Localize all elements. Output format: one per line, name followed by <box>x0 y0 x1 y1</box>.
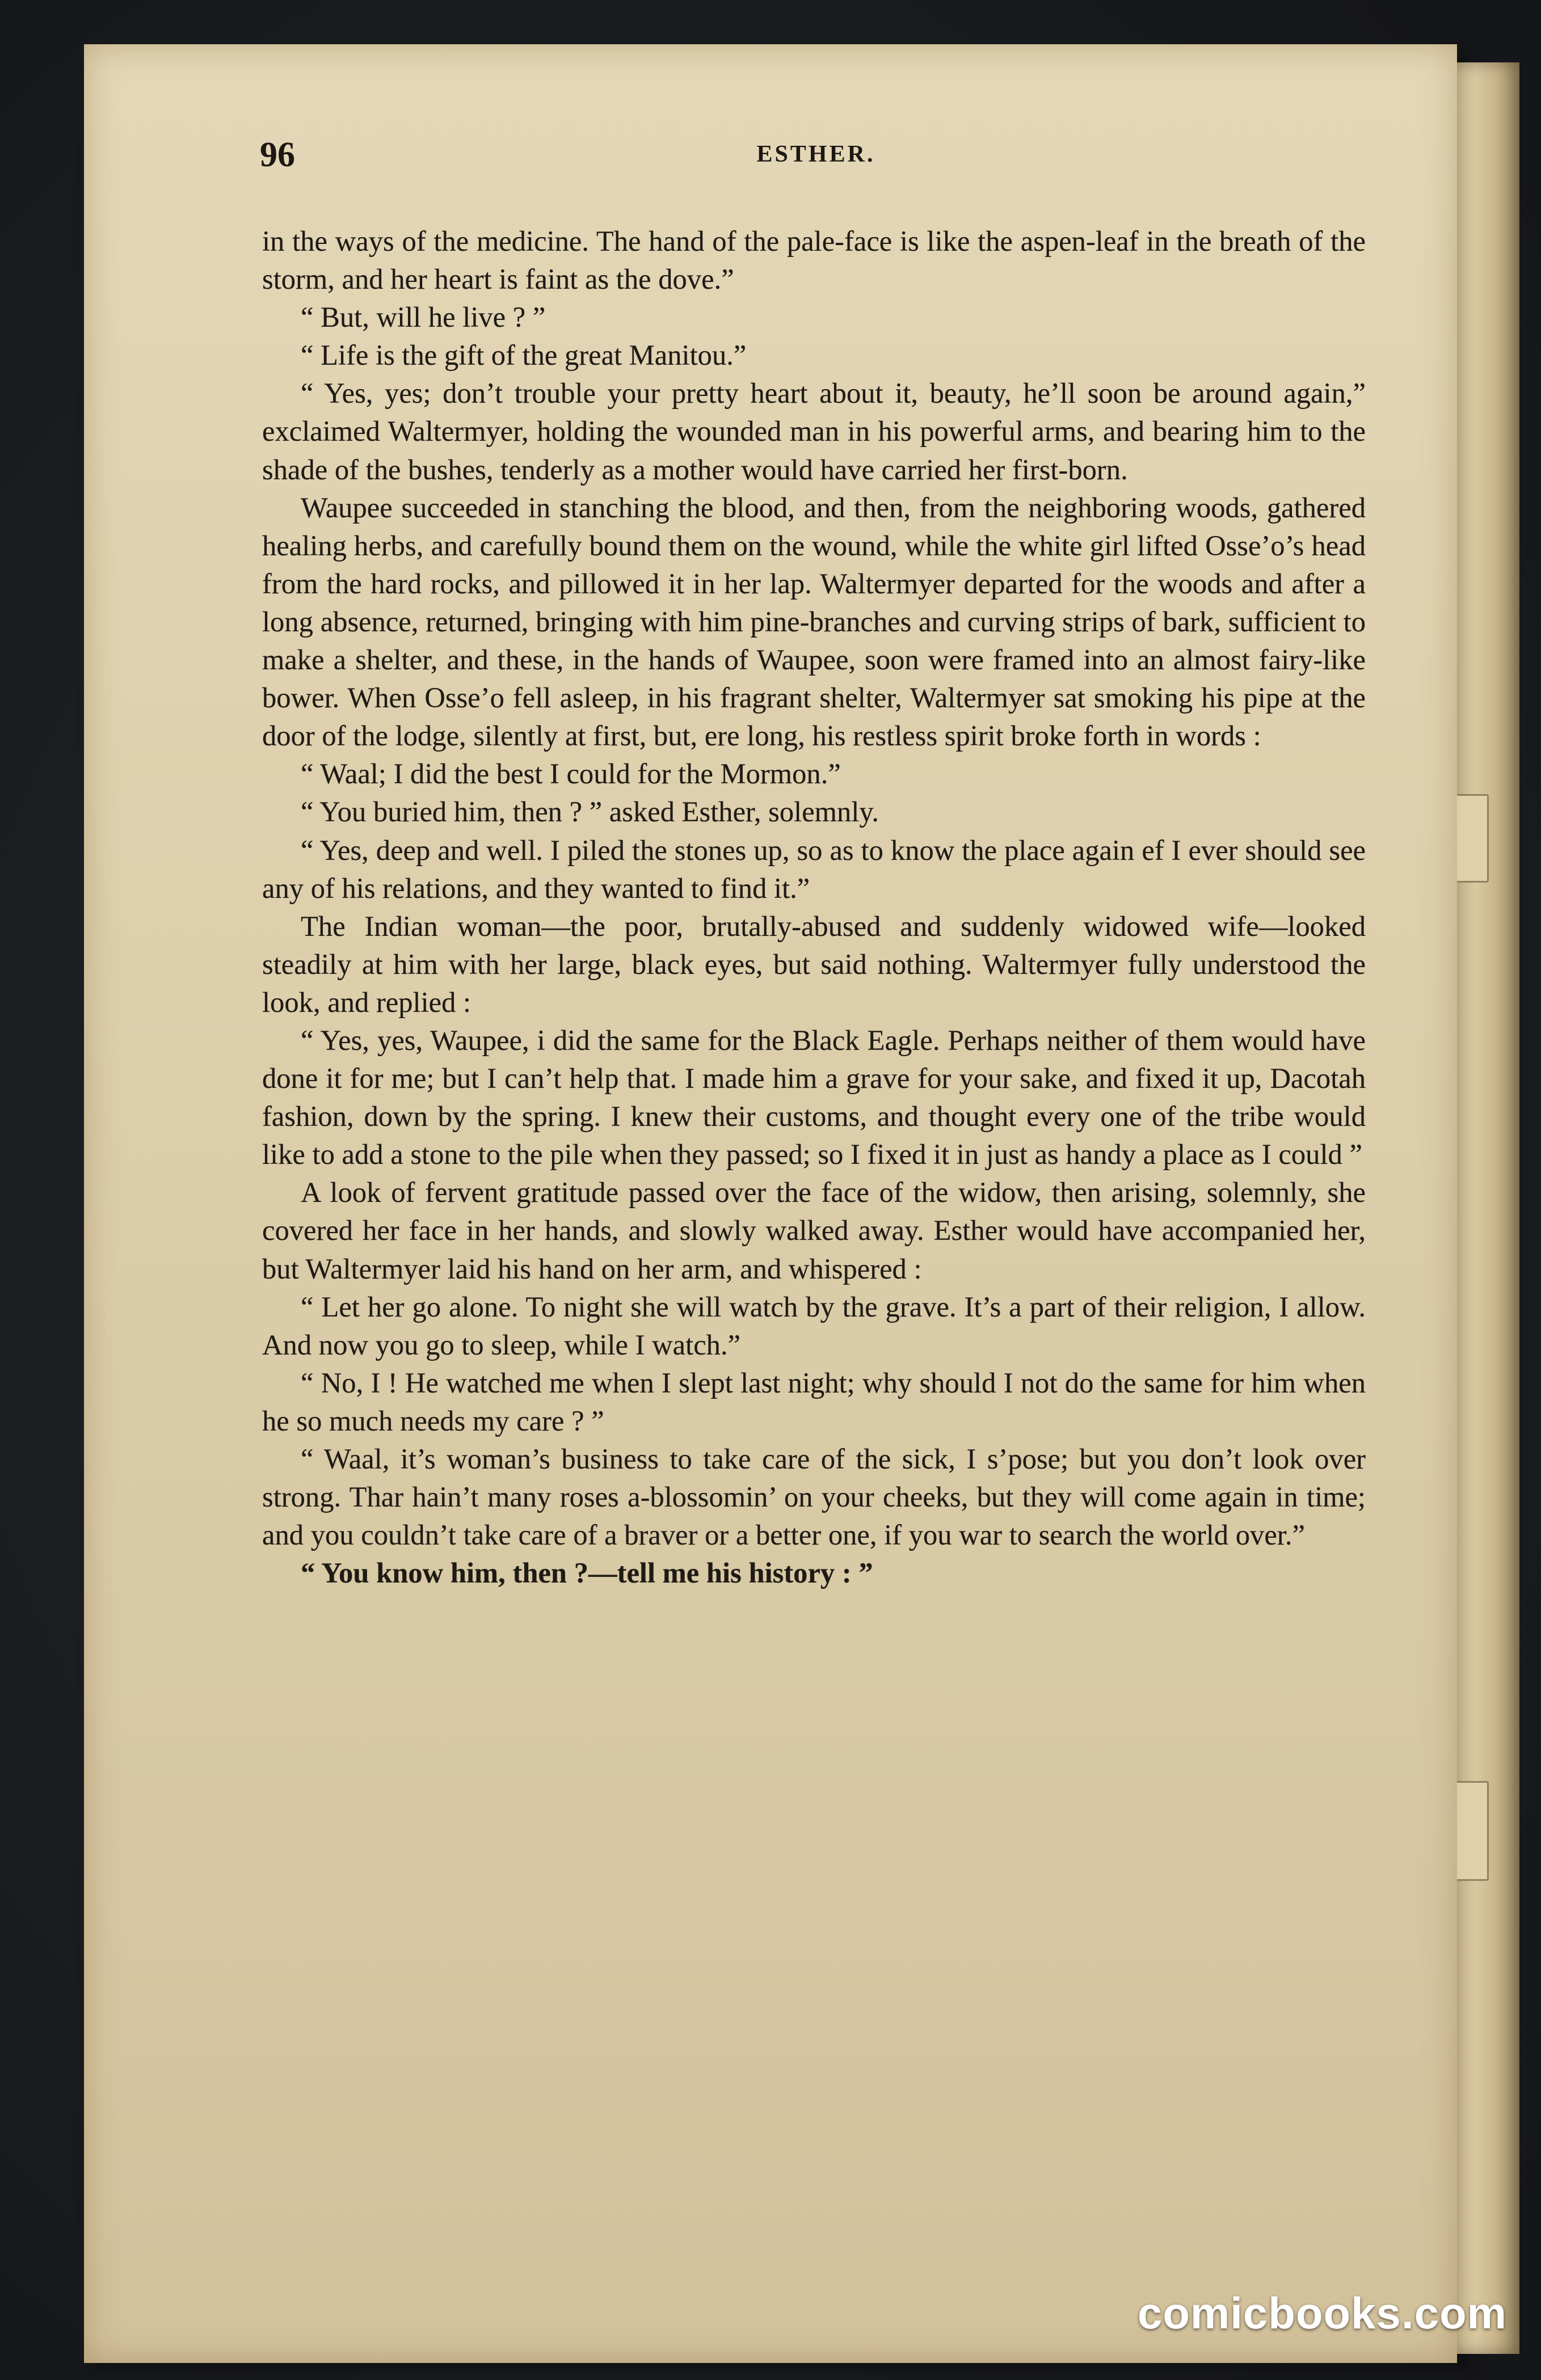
paragraph: “ Life is the gift of the great Manitou.” <box>301 339 747 372</box>
paragraph: “ Let her go alone. To night she will watch by the grave. It’s a part of their religion, I allow. And now you go to sleep, while I watch.” <box>262 1290 1366 1361</box>
paragraph: “ Yes, yes, Waupee, i did the same for the Black Eagle. Perhaps neither of them would have done it for me; but I can’t help that. I made him a grave for your sake, and fixed it up, Dacotah fashion, down by the spring. I knew their customs, and thought every one of the tribe would like to add a stone to the pile when they passed; so I fixed it in just as handy a place as I could ” <box>262 1024 1366 1171</box>
book-page-edge <box>1457 62 1519 2354</box>
paragraph: “ But, will he live ? ” <box>301 301 546 334</box>
running-title: ESTHER. <box>756 141 875 167</box>
page-header <box>260 135 1372 180</box>
paragraph: “ Yes, yes; don’t trouble your pretty heart about it, beauty, he’ll soon be around again,” exclaimed Waltermyer, holding the wounded man in his powerful arms, and bearing him to the shade of the bushes, tenderly as a mother would have carried her first-born. <box>262 377 1366 486</box>
paragraph: A look of fervent gratitude passed over the face of the widow, then arising, solemnly, she covered her face in her hands, and slowly walked away. Esther would have accompanied her, but Waltermyer laid his hand on her arm, and whispered : <box>262 1176 1366 1285</box>
paragraph: “ No, I ! He watched me when I slept last night; why should I not do the same for him when he so much needs my care ? ” <box>262 1366 1366 1437</box>
paragraph: The Indian woman—the poor, brutally-abused and suddenly widowed wife—looked steadily at him with her large, black eyes, but said nothing. Waltermyer fully understood the look, and replied : <box>262 910 1366 1018</box>
paragraph: “ You know him, then ?—tell me his history : ” <box>301 1557 873 1589</box>
paragraph: in the ways of the medicine. The hand of the pale-face is like the aspen-leaf in the breath of the storm, and her heart is faint as the dove.” <box>262 225 1366 296</box>
paragraph: “ You buried him, then ? ” asked Esther, solemnly. <box>301 796 879 828</box>
site-watermark: comicbooks.com <box>1137 2288 1507 2338</box>
paragraph: “ Waal, it’s woman’s business to take care of the sick, I s’pose; but you don’t look over strong. Thar hain’t many roses a-blossomin’ on your cheeks, but they will come again in time; and you couldn’t take care of a braver or a better one, if you war to search the world over.” <box>262 1443 1366 1551</box>
page-number: 96 <box>260 136 295 174</box>
paragraph: “ Yes, deep and well. I piled the stones up, so as to know the place again ef I ever should see any of his relations, and they wanted to find it.” <box>262 834 1366 904</box>
body-text <box>262 222 1366 1592</box>
paragraph: Waupee succeeded in stanching the blood, and then, from the neighboring woods, gathered healing herbs, and carefully bound them on the wound, while the white girl lifted Osse’o’s head from the hard rocks, and pillowed it in her lap. Waltermyer departed for the woods and after a long absence, returned, bringing with him pine-branches and curving strips of bark, sufficient to make a shelter, and these, in the hands of Waupee, soon were framed into an almost fairy-like bower. When Osse’o fell asleep, in his fragrant shelter, Waltermyer sat smoking his pipe at the door of the lodge, silently at first, but, ere long, his restless spirit broke forth in words : <box>262 491 1366 752</box>
paragraph: “ Waal; I did the best I could for the Mormon.” <box>301 758 841 790</box>
